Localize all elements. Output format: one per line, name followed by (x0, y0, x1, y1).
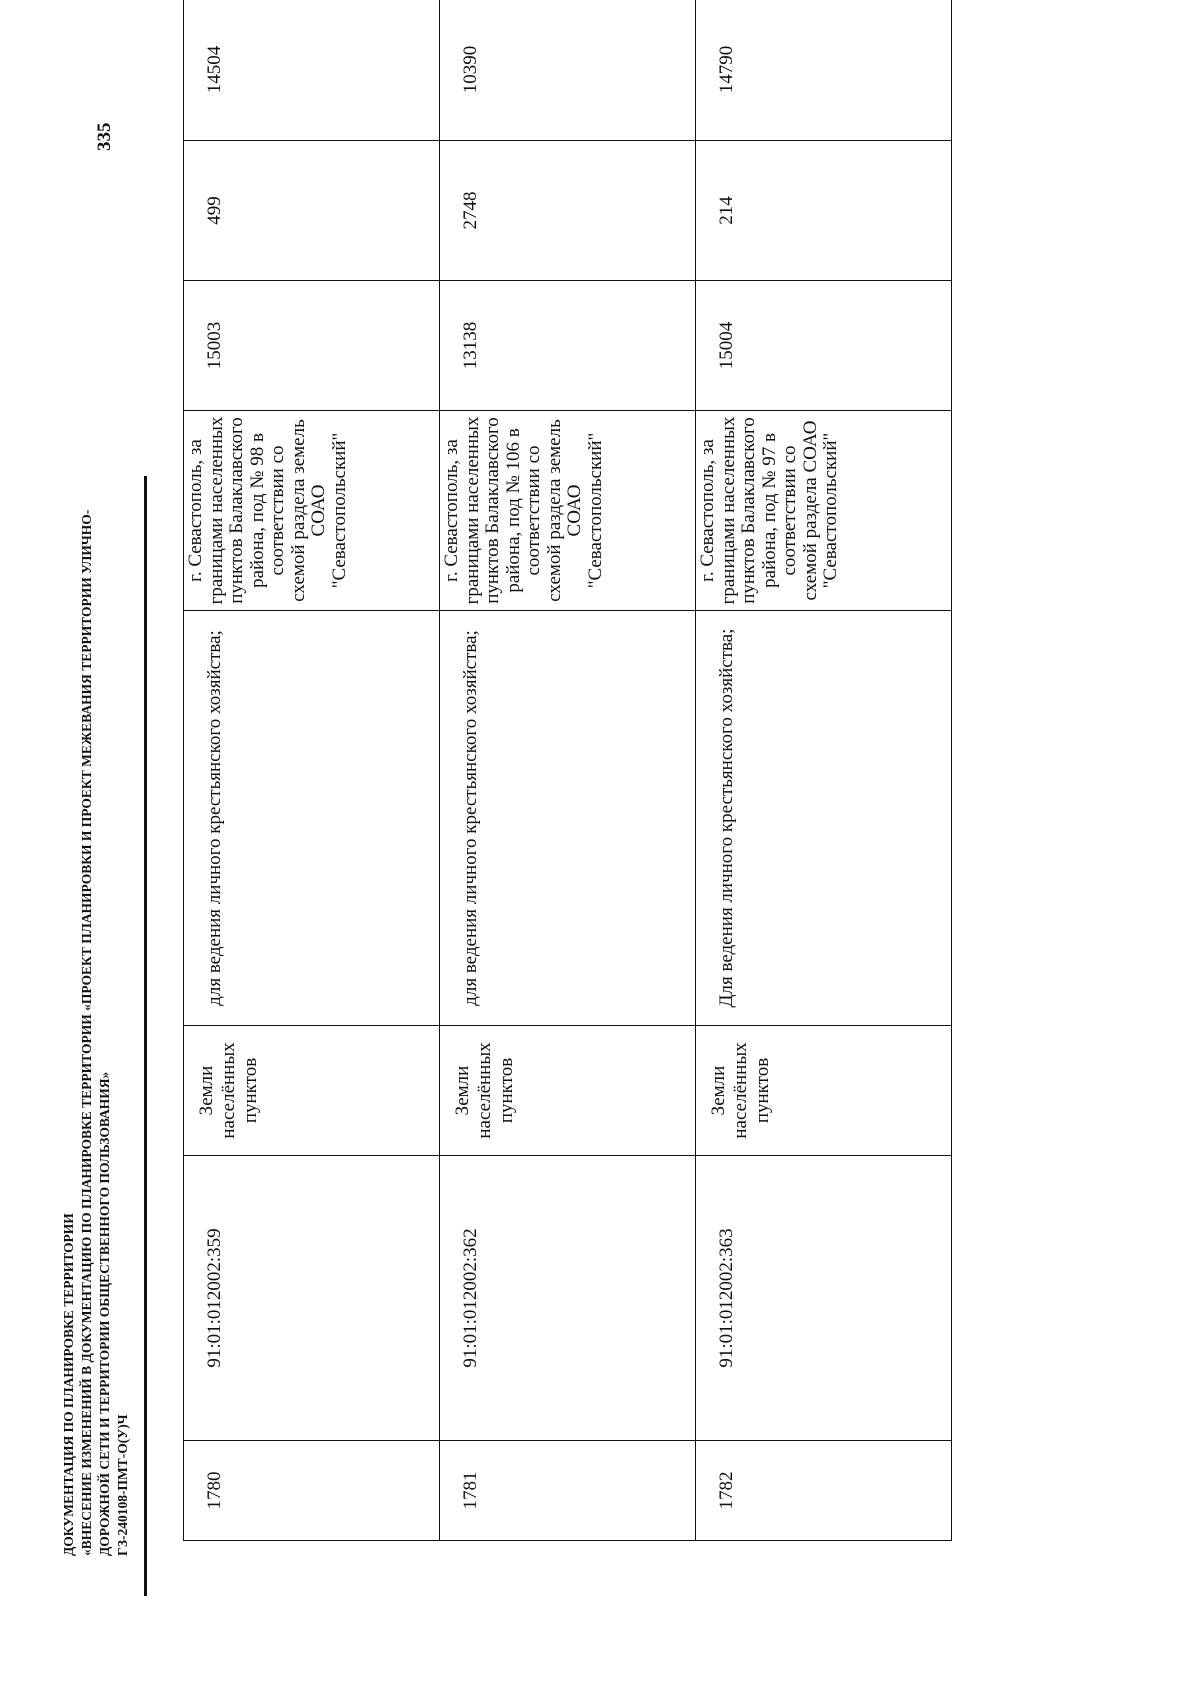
area-value-2: 2748 (440, 141, 696, 281)
area-value-2: 499 (184, 141, 440, 281)
area-value-2: 214 (696, 141, 952, 281)
area-value-3: 14790 (696, 0, 952, 141)
area-value-1: 13138 (440, 281, 696, 411)
row-number: 1781 (440, 1441, 696, 1541)
land-category: Земли населённых пунктов (184, 1026, 440, 1156)
land-category: Земли населённых пунктов (696, 1026, 952, 1156)
land-category: Земли населённых пунктов (440, 1026, 696, 1156)
row-number: 1782 (696, 1441, 952, 1541)
area-value-3: 10390 (440, 0, 696, 141)
header-line-2: «ВНЕСЕНИЕ ИЗМЕНЕНИЙ В ДОКУМЕНТАЦИЮ ПО ПЛАНИРОВКЕ ТЕРРИТОРИИ «ПРОЕКТ ПЛАНИРОВКИ И ПРОЕКТ МЕЖЕВАНИЯ ТЕРРИТОРИИ УЛИЧНО- (79, 509, 94, 1556)
area-value-3: 14504 (184, 0, 440, 141)
cadastral-number: 91:01:012002:363 (696, 1156, 952, 1441)
permitted-use: Для ведения личного крестьянского хозяйства; (696, 611, 952, 1026)
area-value-1: 15004 (696, 281, 952, 411)
parcels-table (183, 0, 952, 1541)
header-line-3: ДОРОЖНОЙ СЕТИ И ТЕРРИТОРИИ ОБЩЕСТВЕННОГО ПОЛЬЗОВАНИЯ» (97, 1071, 112, 1556)
location-description: г. Севастополь, за границами населенных пунктов Балаклавского района, под № 97 в соответствии со схемой раздела СОАО "Севастопольский" (696, 411, 952, 611)
permitted-use: для ведения личного крестьянского хозяйства; (440, 611, 696, 1026)
table-row (440, 0, 696, 1541)
header-line-1: ДОКУМЕНТАЦИЯ ПО ПЛАНИРОВКЕ ТЕРРИТОРИИ (61, 1213, 76, 1556)
table-row (184, 0, 440, 1541)
area-value-1: 15003 (184, 281, 440, 411)
row-number: 1780 (184, 1441, 440, 1541)
page-number: 335 (94, 122, 115, 151)
document-header (60, 116, 132, 1556)
location-description: г. Севастополь, за границами населенных пунктов Балаклавского района, под № 98 в соответствии со схемой раздела земель СОАО "Севастопольский" (184, 411, 440, 611)
location-description: г. Севастополь, за границами населенных пунктов Балаклавского района, под № 106 в соответствии со схемой раздела земель СОАО "Севастопольский" (440, 411, 696, 611)
table-row (696, 0, 952, 1541)
header-line-4: ГЗ-240108-ПМТ-О(У)Ч (115, 1414, 130, 1556)
permitted-use: для ведения личного крестьянского хозяйства; (184, 611, 440, 1026)
cadastral-number: 91:01:012002:359 (184, 1156, 440, 1441)
cadastral-number: 91:01:012002:362 (440, 1156, 696, 1441)
header-divider (144, 476, 147, 1596)
